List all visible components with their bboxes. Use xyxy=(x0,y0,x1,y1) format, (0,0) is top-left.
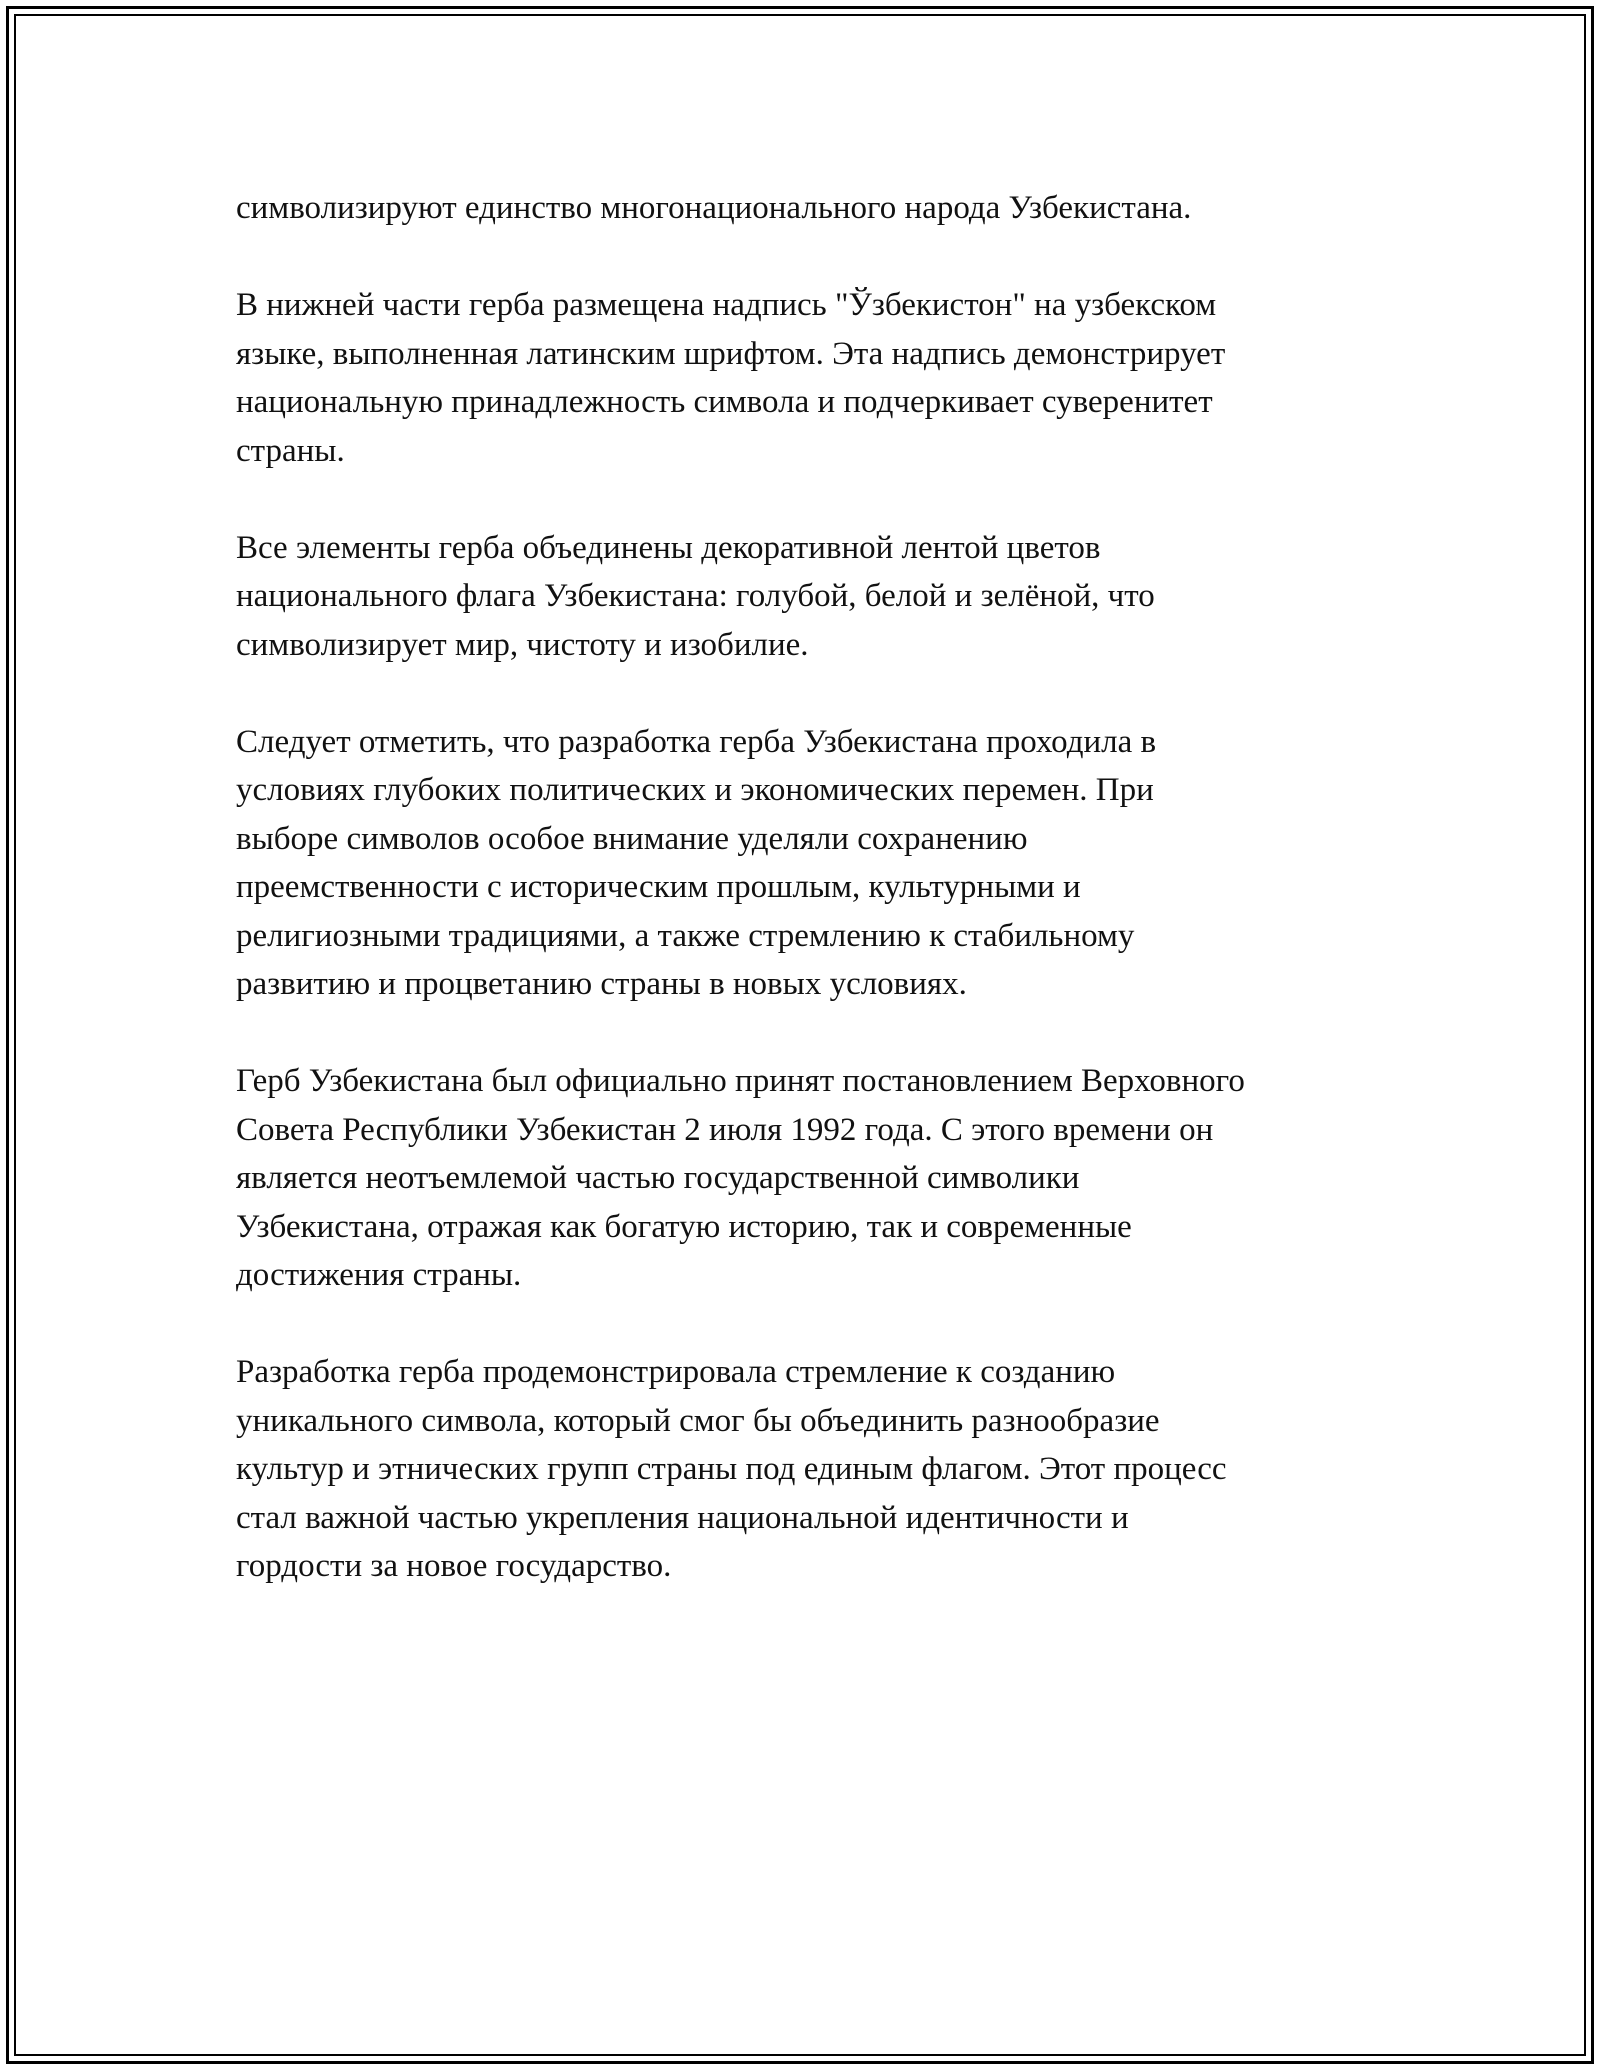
text-line: развитию и процветанию страны в новых условиях. xyxy=(236,966,967,1002)
text-line: символизирует мир, чистоту и изобилие. xyxy=(236,626,809,663)
text-line: достижения страны. xyxy=(236,1257,522,1293)
paragraph xyxy=(236,281,1386,475)
paragraph xyxy=(236,1348,1386,1591)
paragraph xyxy=(236,524,1386,670)
paragraph xyxy=(236,184,1386,233)
text-line: национальную принадлежность символа и подчеркивает суверенитет xyxy=(236,384,1213,420)
text-line: языке, выполненная латинским шрифтом. Эта надпись демонстрирует xyxy=(236,335,1226,372)
text-line: Следует отметить, что разработка герба Узбекистана проходила в xyxy=(236,723,1157,760)
text-line: символизируют единство многонационального народа Узбекистана. xyxy=(236,190,1192,226)
text-line: условиях глубоких политических и экономических перемен. При xyxy=(236,772,1154,808)
text-line: религиозными традициями, а также стремлению к стабильному xyxy=(236,917,1135,954)
text-line: Все элементы герба объединены декоративной лентой цветов xyxy=(236,529,1101,566)
text-line: выборе символов особое внимание уделяли сохранению xyxy=(236,820,1028,857)
text-line: страны. xyxy=(236,432,345,469)
text-line: Разработка герба продемонстрировала стремление к созданию xyxy=(236,1354,1116,1390)
document-body xyxy=(236,184,1386,1591)
text-line: является неотъемлемой частью государственной символики xyxy=(236,1160,1080,1196)
text-line: культур и этнических групп страны под единым флагом. Этот процесс xyxy=(236,1451,1227,1487)
text-line: Герб Узбекистана был официально принят постановлением Верховного xyxy=(236,1063,1245,1099)
text-line: преемственности с историческим прошлым, культурными и xyxy=(236,869,1081,905)
text-line: гордости за новое государство. xyxy=(236,1548,672,1584)
paragraph xyxy=(236,1057,1386,1300)
text-line: В нижней части герба размещена надпись "Ўзбекистон" на узбекском xyxy=(236,287,1217,323)
paragraph xyxy=(236,718,1386,1009)
text-line: стал важной частью укрепления национальной идентичности и xyxy=(236,1499,1129,1536)
text-line: уникального символа, который смог бы объединить разнообразие xyxy=(236,1402,1160,1439)
text-line: Совета Республики Узбекистан 2 июля 1992 года. С этого времени он xyxy=(236,1111,1214,1148)
text-line: Узбекистана, отражая как богатую историю, так и современные xyxy=(236,1208,1132,1245)
text-line: национального флага Узбекистана: голубой, белой и зелёной, что xyxy=(236,578,1155,614)
